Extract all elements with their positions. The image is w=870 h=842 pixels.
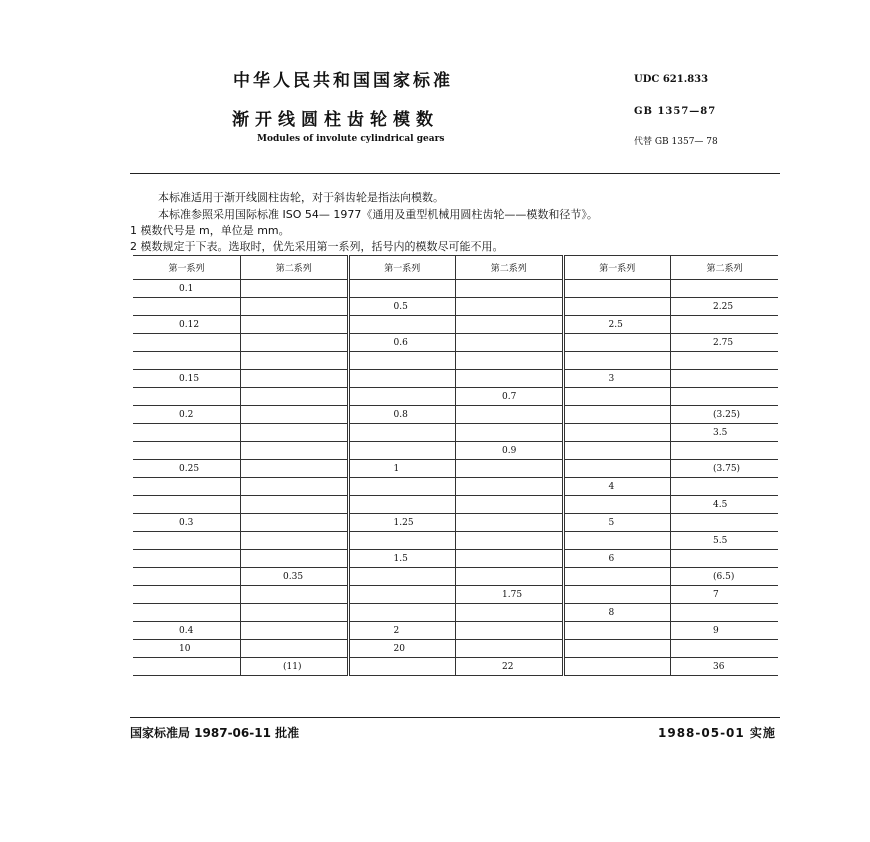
clause-2: 2 模数规定于下表。选取时，优先采用第一系列，括号内的模数尽可能不用。 — [130, 240, 504, 253]
table-cell — [563, 658, 671, 676]
table-cell — [563, 388, 671, 406]
table-cell — [456, 370, 564, 388]
table-cell: 2.5 — [563, 316, 671, 334]
table-cell: 5.5 — [671, 532, 779, 550]
table-cell — [348, 496, 456, 514]
table-cell — [671, 550, 779, 568]
table-cell: (3.75) — [671, 460, 779, 478]
table-cell — [671, 514, 779, 532]
table-cell — [133, 586, 241, 604]
table-cell — [241, 640, 349, 658]
table-cell — [563, 640, 671, 658]
column-header: 第一系列 — [133, 256, 241, 280]
table-cell — [348, 388, 456, 406]
table-cell — [133, 658, 241, 676]
table-cell — [133, 532, 241, 550]
table-cell — [456, 514, 564, 532]
table-cell — [456, 316, 564, 334]
table-cell — [348, 280, 456, 298]
table-cell: 0.1 — [133, 280, 241, 298]
table-cell: 9 — [671, 622, 779, 640]
table-cell: 0.3 — [133, 514, 241, 532]
table-cell — [348, 316, 456, 334]
footer-rule — [130, 717, 780, 718]
table-cell — [133, 424, 241, 442]
table-cell — [133, 496, 241, 514]
table-row — [133, 514, 778, 532]
table-cell — [241, 280, 349, 298]
table-cell — [241, 298, 349, 316]
clause-1: 1 模数代号是 m，单位是 mm。 — [130, 224, 290, 237]
table-row — [133, 424, 778, 442]
table-cell: 10 — [133, 640, 241, 658]
table-cell: 0.35 — [241, 568, 349, 586]
table-cell: (11) — [241, 658, 349, 676]
table-cell — [348, 442, 456, 460]
table-cell: 2.75 — [671, 334, 779, 352]
table-cell — [348, 568, 456, 586]
table-cell: 7 — [671, 586, 779, 604]
column-header: 第一系列 — [563, 256, 671, 280]
table-row — [133, 406, 778, 424]
table-row — [133, 640, 778, 658]
table-cell: (3.25) — [671, 406, 779, 424]
table-cell — [133, 478, 241, 496]
standard-title-cn: 渐开线圆柱齿轮模数 — [232, 110, 439, 130]
table-row — [133, 334, 778, 352]
table-row — [133, 496, 778, 514]
replaces-standard: 代替 GB 1357— 78 — [634, 137, 718, 147]
table-cell — [348, 658, 456, 676]
table-cell — [456, 460, 564, 478]
gb-number: GB 1357—87 — [634, 106, 717, 117]
table-row — [133, 460, 778, 478]
column-header: 第二系列 — [241, 256, 349, 280]
table-cell: 1.5 — [348, 550, 456, 568]
table-cell — [563, 280, 671, 298]
table-cell — [456, 640, 564, 658]
table-row — [133, 388, 778, 406]
module-table — [133, 255, 778, 676]
table-cell — [133, 442, 241, 460]
table-cell: (6.5) — [671, 568, 779, 586]
table-cell — [456, 550, 564, 568]
table-cell — [456, 496, 564, 514]
table-cell — [456, 622, 564, 640]
table-cell — [456, 406, 564, 424]
table-cell: 3.5 — [671, 424, 779, 442]
table-cell — [456, 532, 564, 550]
table-cell — [241, 334, 349, 352]
table-cell — [241, 496, 349, 514]
table-row — [133, 316, 778, 334]
table-cell: 0.9 — [456, 442, 564, 460]
table-cell: 0.2 — [133, 406, 241, 424]
table-cell — [563, 496, 671, 514]
table-cell — [133, 604, 241, 622]
table-body — [133, 280, 778, 676]
table-cell: 36 — [671, 658, 779, 676]
table-cell: 2 — [348, 622, 456, 640]
table-cell: 1.75 — [456, 586, 564, 604]
table-cell — [563, 532, 671, 550]
table-cell — [456, 568, 564, 586]
table-cell — [563, 586, 671, 604]
table-cell — [133, 388, 241, 406]
table-cell — [241, 586, 349, 604]
table-cell — [241, 406, 349, 424]
table-cell: 1 — [348, 460, 456, 478]
scope-paragraph: 本标准适用于渐开线圆柱齿轮，对于斜齿轮是指法向模数。 — [158, 191, 444, 204]
header-rule — [130, 173, 780, 174]
table-cell — [348, 370, 456, 388]
table-cell: 0.7 — [456, 388, 564, 406]
table-cell — [241, 424, 349, 442]
table-cell: 4.5 — [671, 496, 779, 514]
table-cell — [241, 604, 349, 622]
table-cell — [241, 460, 349, 478]
table-cell — [348, 352, 456, 370]
standard-organization: 中华人民共和国国家标准 — [233, 71, 453, 91]
table-cell — [456, 280, 564, 298]
approval-date: 国家标准局 1987-06-11 批准 — [130, 726, 300, 740]
table-cell — [671, 388, 779, 406]
table-cell — [671, 370, 779, 388]
table-row — [133, 586, 778, 604]
table-cell — [241, 442, 349, 460]
table-cell — [563, 568, 671, 586]
table-cell — [563, 298, 671, 316]
table-cell — [348, 424, 456, 442]
table-cell — [671, 478, 779, 496]
column-header: 第二系列 — [456, 256, 564, 280]
table-row — [133, 298, 778, 316]
table-cell — [348, 586, 456, 604]
table-cell: 0.15 — [133, 370, 241, 388]
udc-code: UDC 621.833 — [634, 74, 709, 85]
reference-paragraph: 本标准参照采用国际标准 ISO 54— 1977《通用及重型机械用圆柱齿轮——模数和径节》。 — [158, 208, 598, 221]
table-cell — [133, 298, 241, 316]
table-cell: 0.8 — [348, 406, 456, 424]
effective-date: 1988-05-01 实施 — [658, 726, 776, 740]
table-cell — [348, 532, 456, 550]
table-cell — [563, 406, 671, 424]
standard-title-en: Modules of involute cylindrical gears — [257, 134, 445, 144]
table-cell — [671, 280, 779, 298]
table-cell — [133, 550, 241, 568]
table-cell — [563, 334, 671, 352]
table-row — [133, 532, 778, 550]
table-cell: 1.25 — [348, 514, 456, 532]
table-cell — [241, 622, 349, 640]
table-cell — [563, 622, 671, 640]
table-cell — [133, 334, 241, 352]
table-cell — [563, 424, 671, 442]
table-cell — [671, 316, 779, 334]
table-cell: 8 — [563, 604, 671, 622]
table-cell: 5 — [563, 514, 671, 532]
table-cell: 0.4 — [133, 622, 241, 640]
table-cell — [671, 604, 779, 622]
table-cell — [241, 388, 349, 406]
table-cell — [241, 370, 349, 388]
table-cell — [133, 568, 241, 586]
table-cell — [456, 352, 564, 370]
table-cell: 6 — [563, 550, 671, 568]
table-cell — [241, 532, 349, 550]
table-cell — [456, 604, 564, 622]
table-cell — [241, 316, 349, 334]
table-row — [133, 658, 778, 676]
table-cell: 0.5 — [348, 298, 456, 316]
table-row — [133, 442, 778, 460]
table-row — [133, 550, 778, 568]
table-cell: 4 — [563, 478, 671, 496]
table-row — [133, 280, 778, 298]
table-row — [133, 622, 778, 640]
table-row — [133, 604, 778, 622]
table-cell: 3 — [563, 370, 671, 388]
table-cell: 0.6 — [348, 334, 456, 352]
table-cell — [671, 352, 779, 370]
table-cell: 2.25 — [671, 298, 779, 316]
table-row — [133, 370, 778, 388]
table-cell — [456, 424, 564, 442]
table-cell — [671, 442, 779, 460]
table-cell — [456, 334, 564, 352]
table-row — [133, 478, 778, 496]
column-header: 第二系列 — [671, 256, 779, 280]
table-cell — [671, 640, 779, 658]
table-cell — [241, 514, 349, 532]
table-cell — [563, 442, 671, 460]
table-row — [133, 352, 778, 370]
table-cell — [241, 550, 349, 568]
table-cell — [563, 460, 671, 478]
column-header: 第一系列 — [348, 256, 456, 280]
table-cell: 0.12 — [133, 316, 241, 334]
table-cell — [456, 478, 564, 496]
table-cell — [456, 298, 564, 316]
table-cell — [241, 478, 349, 496]
table-cell — [133, 352, 241, 370]
table-header-row — [133, 256, 778, 280]
table-cell: 0.25 — [133, 460, 241, 478]
table-cell — [241, 352, 349, 370]
table-cell: 20 — [348, 640, 456, 658]
table-row — [133, 568, 778, 586]
table-cell — [348, 478, 456, 496]
table-cell — [563, 352, 671, 370]
table-cell — [348, 604, 456, 622]
table-cell: 22 — [456, 658, 564, 676]
